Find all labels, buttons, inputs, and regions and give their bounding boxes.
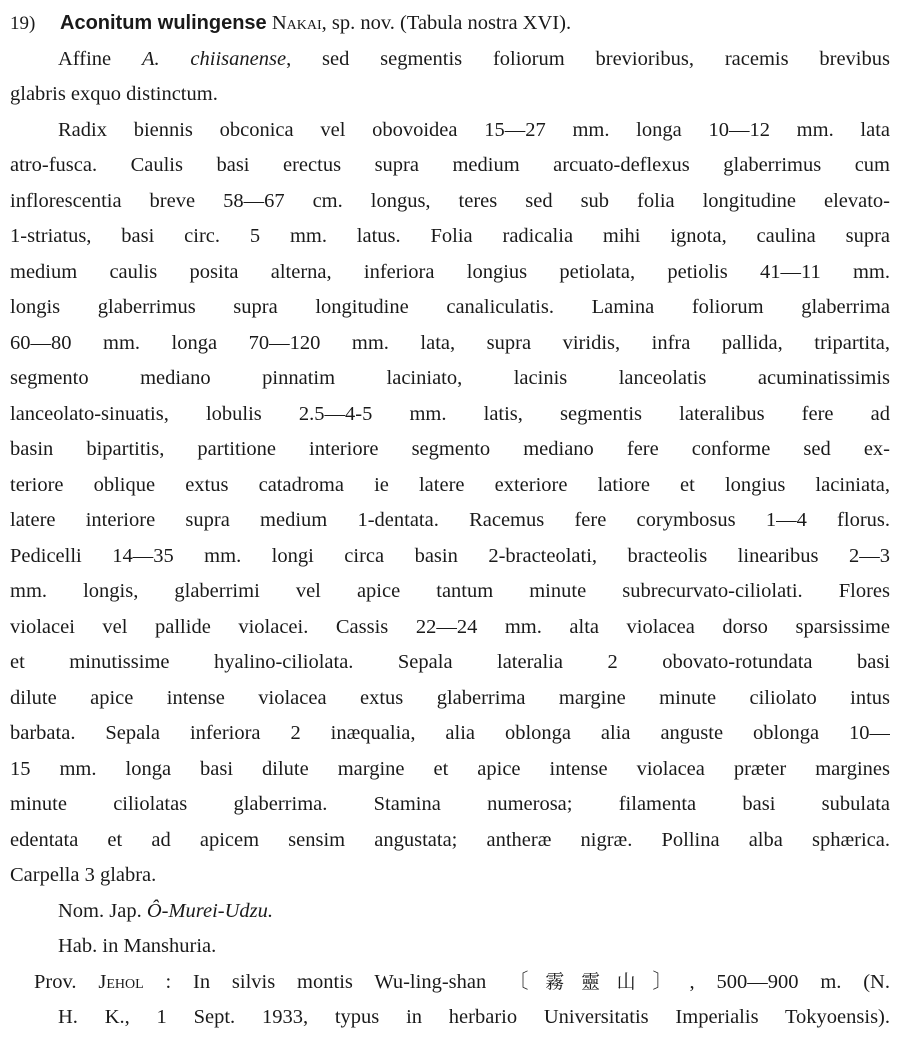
entry-number: 19): [10, 13, 36, 34]
description-line: medium caulis posita alterna, inferiora longius petiolata, petiolis 41—11 mm.: [10, 260, 890, 283]
description-line: inflorescentia breve 58—67 cm. longus, teres sed sub folia longitudine elevato-: [10, 189, 890, 212]
description-line: Carpella 3 glabra.: [10, 864, 157, 886]
prov-label: Prov.: [34, 970, 99, 993]
prov-colon: :: [143, 970, 194, 993]
rank-note: , sp. nov. (Tabula nostra XVI).: [321, 12, 572, 34]
description-line: latere interiore supra medium 1-dentata. Racemus fere corymbosus 1—4 florus.: [10, 509, 890, 531]
provenance-line-2: H. K., 1 Sept. 1933, typus in herbario Universitatis Imperialis Tokyoensis).: [58, 1006, 890, 1028]
species-heading: [10, 6, 890, 42]
description-line: minute ciliolatas glaberrima. Stamina numerosa; filamenta basi subulata: [10, 793, 890, 815]
document-page: [10, 6, 890, 1036]
description-line: edentata et ad apicem sensim angustata; antheræ nigræ. Pollina alba sphærica.: [10, 828, 890, 851]
affinity-line: [10, 42, 890, 78]
affine-prefix: Affine: [58, 47, 142, 70]
species-name: Aconitum wulingense: [60, 12, 267, 34]
nom-jap-name: Ô-Murei-Udzu.: [146, 899, 274, 922]
description-line: 15 mm. longa basi dilute margine et apice intense violacea præter margines: [10, 757, 890, 780]
description-line: basin bipartitis, partitione interiore segmento mediano fere conforme sed ex-: [10, 438, 890, 460]
description-line: longis glaberrimus supra longitudine canaliculatis. Lamina foliorum glaberrima: [10, 296, 890, 318]
affine-rest: , sed segmentis foliorum brevioribus, racemis brevibus: [286, 47, 890, 70]
description-line: 60—80 mm. longa 70—120 mm. lata, supra viridis, infra pallida, tripartita,: [10, 331, 890, 354]
description-line: et minutissime hyalino-ciliolata. Sepala lateralia 2 obovato-rotundata basi: [10, 651, 890, 673]
description-line: violacei vel pallide violacei. Cassis 22—24 mm. alta violacea dorso sparsissime: [10, 615, 890, 638]
description-line: teriore oblique extus catadroma ie latere exteriore latiore et longius laciniata,: [10, 473, 890, 496]
author-name: Nakai: [271, 12, 322, 34]
description-line: Pedicelli 14—35 mm. longi circa basin 2-bracteolati, bracteolis linearibus 2—3: [10, 544, 890, 567]
habitat-line: Hab. in Manshuria.: [58, 935, 217, 957]
description-line: 1-striatus, basi circ. 5 mm. latus. Folia radicalia mihi ignota, caulina supra: [10, 225, 890, 247]
description-line: barbata. Sepala inferiora 2 inæqualia, alia oblonga alia anguste oblonga 10—: [10, 722, 890, 744]
prov-cjk-name: 霧靈山: [545, 970, 653, 993]
description-line: atro-fusca. Caulis basi erectus supra medium arcuato-deflexus glaberrimus cum: [10, 154, 890, 176]
japanese-name-line: [10, 894, 890, 930]
description-line: Radix biennis obconica vel obovoidea 15—27 mm. longa 10—12 mm. lata: [58, 118, 890, 141]
nom-jap-label: Nom. Jap.: [58, 899, 147, 922]
prov-text-before: In silvis montis Wu-ling-shan 〔: [193, 970, 546, 993]
provenance-line: [10, 965, 890, 1001]
description-line: dilute apice intense violacea extus glaberrima margine minute ciliolato intus: [10, 686, 890, 709]
description-line: mm. longis, glaberrimi vel apice tantum minute subrecurvato-ciliolati. Flores: [10, 580, 890, 602]
affine-taxon: A. chiisanense: [141, 47, 287, 70]
affinity-line-2: glabris exquo distinctum.: [10, 83, 218, 105]
description-line: lanceolato-sinuatis, lobulis 2.5—4-5 mm. latis, segmentis lateralibus fere ad: [10, 402, 890, 425]
description-line: segmento mediano pinnatim laciniato, lacinis lanceolatis acuminatissimis: [10, 367, 890, 389]
prov-text-after: 〕, 500—900 m. (N.: [652, 970, 890, 993]
prov-region: Jehol: [98, 970, 144, 993]
